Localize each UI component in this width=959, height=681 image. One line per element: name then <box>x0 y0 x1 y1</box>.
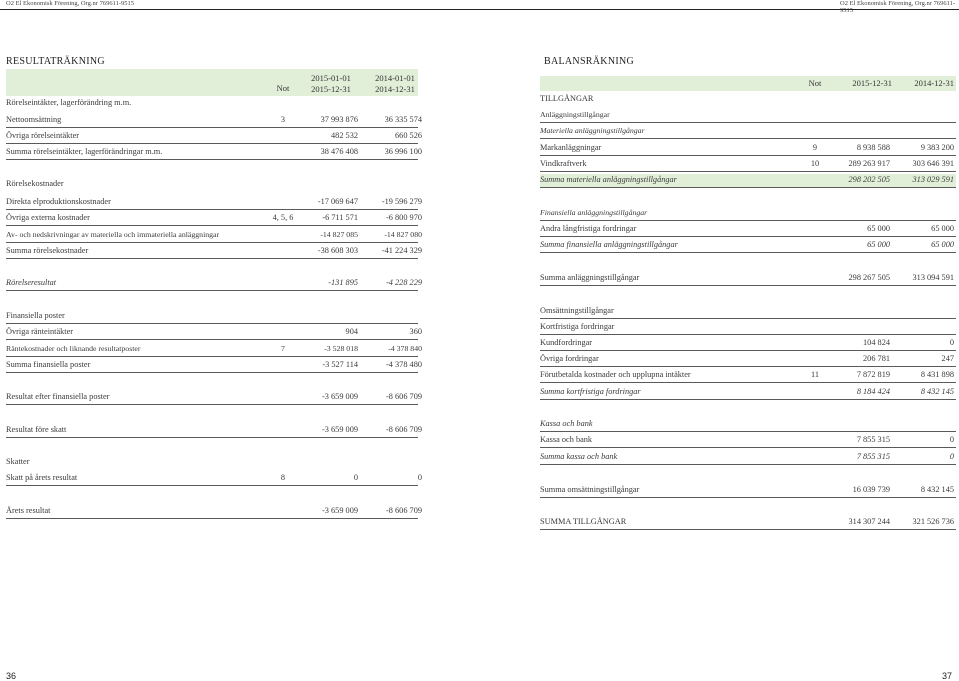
resultat-row-label: Summa finansiella poster <box>6 360 91 369</box>
balans-col1-header: 2015-12-31 <box>852 78 892 88</box>
resultat-row-value-previous: -6 800 970 <box>386 213 422 222</box>
resultat-row-label: Övriga ränteintäkter <box>6 327 74 336</box>
resultat-row-value-previous: 0 <box>417 473 422 482</box>
resultat-row-label: Rörelsekostnader <box>6 179 64 188</box>
balans-row-label: Summa anläggningstillgångar <box>540 273 640 282</box>
balans-row-label: Anläggningstillgångar <box>540 110 610 119</box>
balans-row <box>540 516 956 530</box>
resultat-row-value-previous: -4 378 840 <box>388 344 422 353</box>
balans-row <box>540 158 956 172</box>
resultat-row-value-current: 37 993 876 <box>320 115 358 124</box>
resultat-row-label: Skatt på årets resultat <box>6 473 78 482</box>
resultat-row-label: Direkta elproduktionskostnader <box>6 197 111 206</box>
resultat-row-value-current: 904 <box>345 327 358 336</box>
balans-row-label: Kortfristiga fordringar <box>540 322 615 331</box>
page-number-left: 36 <box>6 671 17 681</box>
resultat-row-value-previous: 36 996 100 <box>384 147 422 156</box>
resultat-row-value-previous: -4 228 229 <box>386 278 422 287</box>
resultat-row <box>6 130 422 144</box>
resultat-row-note: 3 <box>280 115 286 124</box>
resultat-row-value-current: -3 659 009 <box>322 506 358 515</box>
running-header-right: O2 El Ekonomisk Förening, Org.nr 769611-9515 <box>840 0 956 14</box>
balans-row <box>540 142 956 156</box>
resultat-col1-from: 2015-01-01 <box>311 73 351 83</box>
balans-row-label: TILLGÅNGAR <box>540 94 594 103</box>
resultat-row-value-current: -3 659 009 <box>322 392 358 401</box>
balans-row-label: Summa kassa och bank <box>540 452 618 461</box>
balans-row-value-current: 7 855 315 <box>856 435 890 444</box>
resultat-row <box>6 391 422 405</box>
balans-not-header: Not <box>808 78 822 88</box>
balans-row <box>540 386 956 400</box>
balans-row-label: Kassa och bank <box>540 419 593 428</box>
balans-row-label: Andra långfristiga fordringar <box>540 224 637 233</box>
balans-row-label: Övriga fordringar <box>540 354 599 363</box>
resultat-row-label: Räntekostnader och liknande resultatposter <box>6 344 141 353</box>
resultat-row-label: Summa rörelsekostnader <box>6 246 89 255</box>
balans-row <box>540 174 956 188</box>
balans-row <box>540 239 956 253</box>
balans-row-value-previous: 9 383 200 <box>920 143 954 152</box>
resultat-row <box>6 245 422 259</box>
balans-row <box>540 272 956 286</box>
resultat-row <box>6 178 418 192</box>
resultat-row-value-previous: -19 596 279 <box>381 197 422 206</box>
resultat-row <box>6 456 418 470</box>
balans-row-note: 9 <box>812 143 818 152</box>
resultat-row-value-previous: -4 378 480 <box>386 360 422 369</box>
resultat-row <box>6 310 418 324</box>
resultat-row-label: Skatter <box>6 457 30 466</box>
balans-row <box>540 223 956 237</box>
balans-row-value-current: 65 000 <box>867 224 890 233</box>
balans-row-label: Vindkraftverk <box>540 159 587 168</box>
resultat-row-note: 4, 5, 6 <box>272 213 294 222</box>
balans-row-label: Summa materiella anläggningstillgångar <box>540 175 677 184</box>
balans-row-label: Materiella anläggningstillgångar <box>540 126 645 135</box>
balans-row <box>540 418 956 432</box>
resultat-row-label: Finansiella poster <box>6 311 65 320</box>
resultat-row-label: Nettoomsättning <box>6 115 62 124</box>
resultat-row <box>6 326 422 340</box>
resultat-col2-to: 2014-12-31 <box>375 84 415 94</box>
resultat-row-value-current: 38 476 408 <box>320 147 358 156</box>
balans-row-value-previous: 65 000 <box>931 224 954 233</box>
balans-row <box>540 207 956 221</box>
resultat-row-label: Rörelseresultat <box>6 278 57 287</box>
balans-row-value-current: 7 872 819 <box>856 370 890 379</box>
balans-row <box>540 369 956 383</box>
balans-row-label: Förutbetalda kostnader och upplupna intäkter <box>540 370 691 379</box>
resultat-row-value-previous: -8 606 709 <box>386 425 422 434</box>
balans-row-label: Markanläggningar <box>540 143 602 152</box>
balans-row-value-current: 16 039 739 <box>852 485 890 494</box>
balans-row-value-current: 8 938 588 <box>856 143 890 152</box>
resultat-col1-to: 2015-12-31 <box>311 84 351 94</box>
resultat-not-header: Not <box>276 83 290 93</box>
resultat-row-value-previous: 360 <box>409 327 422 336</box>
balans-row-value-previous: 313 029 591 <box>912 175 954 184</box>
balans-row-note: 11 <box>811 370 819 379</box>
running-header-left: O2 El Ekonomisk Förening, Org.nr 769611-9515 <box>6 0 135 7</box>
balans-row-note: 10 <box>810 159 820 168</box>
resultat-row-label: Övriga externa kostnader <box>6 213 90 222</box>
balans-row <box>540 434 956 448</box>
resultat-row <box>6 229 422 243</box>
resultat-row <box>6 97 418 111</box>
resultat-row-value-previous: -8 606 709 <box>386 392 422 401</box>
resultat-row-value-previous: 660 526 <box>395 131 422 140</box>
balans-row-value-previous: 0 <box>949 338 954 347</box>
resultat-row <box>6 196 422 210</box>
balans-column-header <box>540 76 956 91</box>
resultat-row <box>6 343 422 357</box>
resultat-row-label: Årets resultat <box>6 506 51 515</box>
resultat-row-value-current: -3 527 114 <box>322 360 358 369</box>
resultat-row <box>6 424 422 438</box>
balans-row-label: Finansiella anläggningstillgångar <box>540 208 648 217</box>
resultat-row <box>6 472 422 486</box>
resultat-row-label: Av- och nedskrivningar av materiella och immateriella anläggningar <box>6 230 220 239</box>
balans-row <box>540 484 956 498</box>
resultat-row <box>6 146 422 160</box>
balans-row-value-previous: 313 094 591 <box>912 273 954 282</box>
balans-row-value-current: 8 184 424 <box>856 387 890 396</box>
balans-row <box>540 337 956 351</box>
resultat-row <box>6 114 422 128</box>
resultat-row-value-current: 482 532 <box>331 131 358 140</box>
resultat-row <box>6 277 422 291</box>
balans-row <box>540 125 956 139</box>
balans-row <box>540 305 956 319</box>
resultat-row-value-current: -3 659 009 <box>322 425 358 434</box>
resultat-row <box>6 505 422 519</box>
balans-row-value-previous: 65 000 <box>931 240 954 249</box>
balans-row-value-current: 289 263 917 <box>848 159 890 168</box>
balans-row-label: Omsättningstillgångar <box>540 306 614 315</box>
balans-row-value-current: 7 855 315 <box>856 452 890 461</box>
balans-row-value-current: 298 267 505 <box>848 273 890 282</box>
balans-row <box>540 109 956 123</box>
resultat-row <box>6 212 422 226</box>
resultat-row-label: Övriga rörelseintäkter <box>6 131 80 140</box>
resultat-column-header <box>6 69 418 96</box>
resultat-row-value-current: -17 069 647 <box>317 197 358 206</box>
resultat-row-value-current: -131 895 <box>328 278 358 287</box>
resultat-row-value-previous: -14 827 080 <box>384 230 422 239</box>
balans-row-value-previous: 8 432 145 <box>920 485 954 494</box>
resultat-title: RESULTATRÄKNING <box>6 56 105 67</box>
balans-row-label: Summa omsättningstillgångar <box>540 485 640 494</box>
balans-row-label: Kassa och bank <box>540 435 593 444</box>
balans-row-value-current: 298 202 505 <box>848 175 890 184</box>
balans-row-label: SUMMA TILLGÅNGAR <box>540 517 627 526</box>
balans-row <box>540 451 956 465</box>
balans-col2-header: 2014-12-31 <box>914 78 954 88</box>
resultat-row-note: 8 <box>280 473 286 482</box>
resultat-col2-from: 2014-01-01 <box>375 73 415 83</box>
balans-row-value-current: 206 781 <box>863 354 890 363</box>
balans-row-value-previous: 8 432 145 <box>920 387 954 396</box>
resultat-row-value-previous: -8 606 709 <box>386 506 422 515</box>
resultat-row-value-current: -38 608 303 <box>317 246 358 255</box>
balans-row-value-previous: 247 <box>941 354 954 363</box>
balans-row-value-current: 314 307 244 <box>848 517 890 526</box>
balans-row-value-previous: 321 526 736 <box>912 517 954 526</box>
balans-row <box>540 321 956 335</box>
resultat-row-note: 7 <box>281 344 285 353</box>
balans-row-value-previous: 0 <box>949 452 954 461</box>
balans-row-value-previous: 8 431 898 <box>920 370 954 379</box>
page-number-right: 37 <box>942 671 953 681</box>
resultat-row <box>6 359 422 373</box>
resultat-row-value-previous: -41 224 329 <box>381 246 422 255</box>
resultat-row-value-current: -3 528 018 <box>324 344 358 353</box>
balans-row-value-previous: 303 646 391 <box>912 159 954 168</box>
balans-row-value-previous: 0 <box>949 435 954 444</box>
balans-row-value-current: 65 000 <box>867 240 890 249</box>
resultat-row-label: Resultat efter finansiella poster <box>6 392 110 401</box>
balans-row <box>540 93 956 107</box>
resultat-row-value-current: 0 <box>353 473 358 482</box>
balans-row-label: Summa finansiella anläggningstillgångar <box>540 240 678 249</box>
balans-row-label: Summa kortfristiga fordringar <box>540 387 641 396</box>
resultat-row-label: Summa rörelseintäkter, lagerförändringar m.m. <box>6 147 163 156</box>
resultat-row-label: Rörelseintäkter, lagerförändring m.m. <box>6 98 132 107</box>
balans-row-label: Kundfordringar <box>540 338 593 347</box>
resultat-row-value-previous: 36 335 574 <box>384 115 422 124</box>
balans-row-value-current: 104 824 <box>863 338 890 347</box>
balans-title: BALANSRÄKNING <box>544 56 635 67</box>
resultat-row-value-current: -14 827 085 <box>320 230 358 239</box>
header-rule <box>0 9 959 10</box>
resultat-row-label: Resultat före skatt <box>6 425 67 434</box>
balans-row <box>540 353 956 367</box>
resultat-row-value-current: -6 711 571 <box>322 213 358 222</box>
